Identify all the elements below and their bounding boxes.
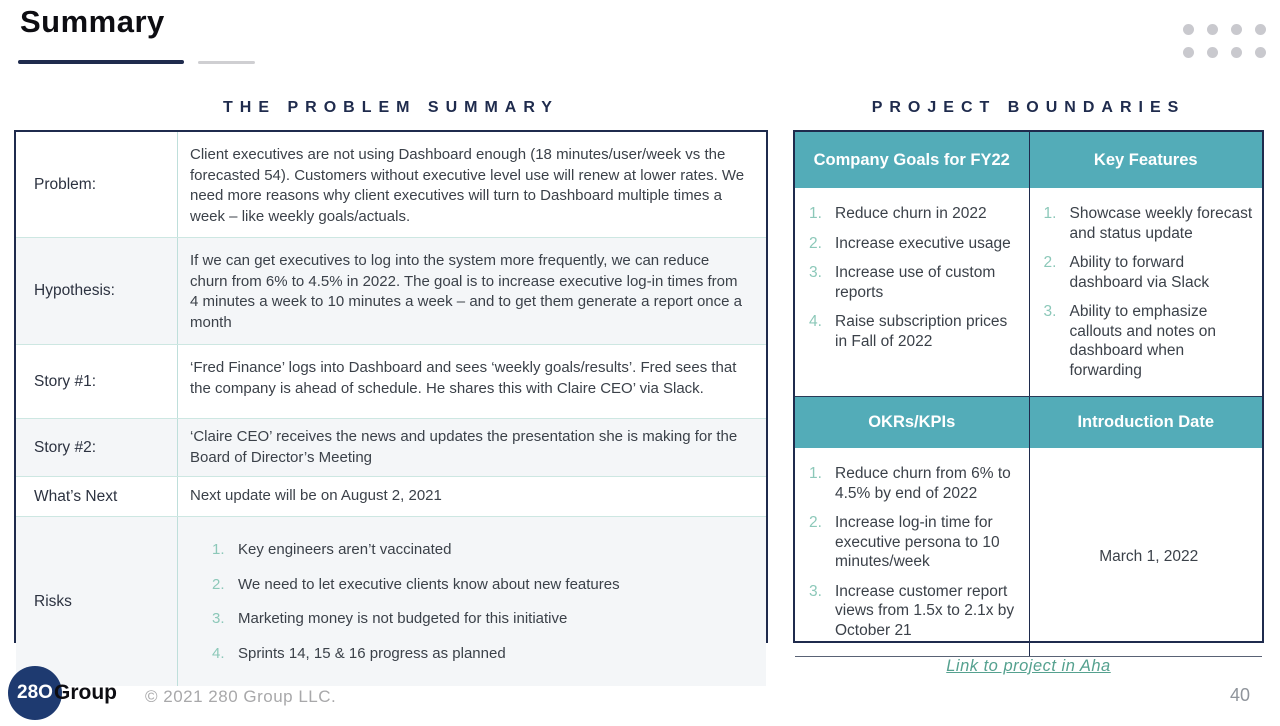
- logo-circle: 28O: [8, 666, 62, 720]
- row-label: Story #1:: [16, 345, 178, 418]
- list-item: 2. Increase executive usage: [809, 234, 1011, 252]
- introduction-date-value: March 1, 2022: [1029, 448, 1263, 656]
- project-boundaries-heading: PROJECT BOUNDARIES: [871, 99, 1186, 116]
- boundaries-header-row-2: [795, 396, 1262, 448]
- problem-summary-heading: THE PROBLEM SUMMARY: [223, 99, 559, 116]
- boundaries-content-row-2: [795, 448, 1262, 656]
- list-item: 1. Key engineers aren’t vaccinated: [212, 541, 452, 558]
- table-row-story1: [16, 345, 766, 419]
- okrs-cell: [795, 448, 1029, 656]
- company-goals-cell: [795, 188, 1029, 396]
- dot-icon: [1231, 24, 1242, 35]
- list-item: 1. Reduce churn in 2022: [809, 205, 987, 222]
- page-number: 40: [1229, 685, 1250, 705]
- list-item: 1. Reduce churn from 6% to 4.5% by end of 2022: [809, 465, 1011, 502]
- row-label: Risks: [16, 517, 178, 686]
- list-item: 2. Increase log-in time for executive persona to 10 minutes/week: [809, 514, 1000, 570]
- dot-icon: [1207, 24, 1218, 35]
- row-label: Problem:: [16, 132, 178, 237]
- table-row-risks: [16, 517, 766, 686]
- dot-icon: [1183, 24, 1194, 35]
- list-item: 3. Ability to emphasize callouts and notes on dashboard when forwarding: [1043, 303, 1216, 379]
- okrs-header: OKRs/KPIs: [795, 397, 1029, 448]
- boundaries-header-row-1: [795, 132, 1262, 188]
- list-item: 4. Sprints 14, 15 & 16 progress as planned: [212, 644, 506, 662]
- decorative-dots: [1183, 24, 1266, 58]
- list-item: 3. Marketing money is not budgeted for this initiative: [212, 610, 568, 627]
- aha-project-link[interactable]: Link to project in Aha: [946, 657, 1111, 675]
- table-row-story2: [16, 419, 766, 477]
- dot-icon: [1207, 47, 1218, 58]
- risks-list-cell: [178, 517, 766, 686]
- key-features-list: [1044, 204, 1255, 380]
- 280group-logo: [8, 666, 117, 720]
- list-item: 2. We need to let executive clients know about new features: [212, 575, 620, 593]
- dot-icon: [1255, 47, 1266, 58]
- boundaries-content-row-1: [795, 188, 1262, 396]
- key-features-cell: [1029, 188, 1263, 396]
- row-text: If we can get executives to log into the system more frequently, we can reduce churn from 6% to 4.5% in 2022. The goal is to increase executive log-in times from 4 minutes a week to 10 minutes a week – and to get them generate a report once a month: [190, 252, 743, 331]
- list-item: 1. Showcase weekly forecast and status update: [1043, 205, 1253, 242]
- row-text: ‘Claire CEO’ receives the news and updates the presentation she is making for the Board of Director’s Meeting: [190, 428, 738, 466]
- project-boundaries-table: [793, 130, 1264, 675]
- company-goals-list: [809, 204, 1021, 351]
- list-item: 3. Increase use of custom reports: [809, 264, 996, 301]
- list-item: 2. Ability to forward dashboard via Slack: [1043, 254, 1210, 291]
- title-underline-navy: [18, 60, 184, 64]
- okrs-list: [809, 464, 1021, 640]
- list-item: 3. Increase customer report views from 1.5x to 2.1x by October 21: [809, 582, 1015, 639]
- dot-icon: [1183, 47, 1194, 58]
- page-title: Summary: [20, 4, 165, 39]
- list-item: 4. Raise subscription prices in Fall of 2022: [809, 313, 1008, 350]
- dot-icon: [1255, 24, 1266, 35]
- key-features-header: Key Features: [1029, 132, 1263, 188]
- copyright-text: © 2021 280 Group LLC.: [145, 687, 337, 706]
- problem-summary-table: [14, 130, 768, 662]
- row-label: Hypothesis:: [16, 238, 178, 344]
- company-goals-header: Company Goals for FY22: [795, 132, 1029, 188]
- row-text: Client executives are not using Dashboard enough (18 minutes/user/week vs the forecasted 54). Customers without executive level use will renew at lower rates. We need more reasons why client executives will turn to Dashboard multiple times a week – like weekly goals/actuals.: [190, 146, 745, 225]
- logo-wordmark: Group: [54, 681, 117, 704]
- table-row-hypothesis: [16, 238, 766, 345]
- link-row: [795, 656, 1262, 676]
- table-row-whats-next: [16, 477, 766, 517]
- row-text: ‘Fred Finance’ logs into Dashboard and sees ‘weekly goals/results’. Fred sees that the company is ahead of schedule. He shares this with Claire CEO’ via Slack.: [190, 359, 737, 397]
- table-row-problem: [16, 132, 766, 238]
- risks-list: [190, 530, 746, 678]
- title-underline-gray: [198, 61, 255, 64]
- dot-icon: [1231, 47, 1242, 58]
- row-text: Next update will be on August 2, 2021: [190, 487, 442, 505]
- row-label: What’s Next: [16, 477, 178, 516]
- introduction-date-header: Introduction Date: [1029, 397, 1263, 448]
- row-label: Story #2:: [16, 419, 178, 476]
